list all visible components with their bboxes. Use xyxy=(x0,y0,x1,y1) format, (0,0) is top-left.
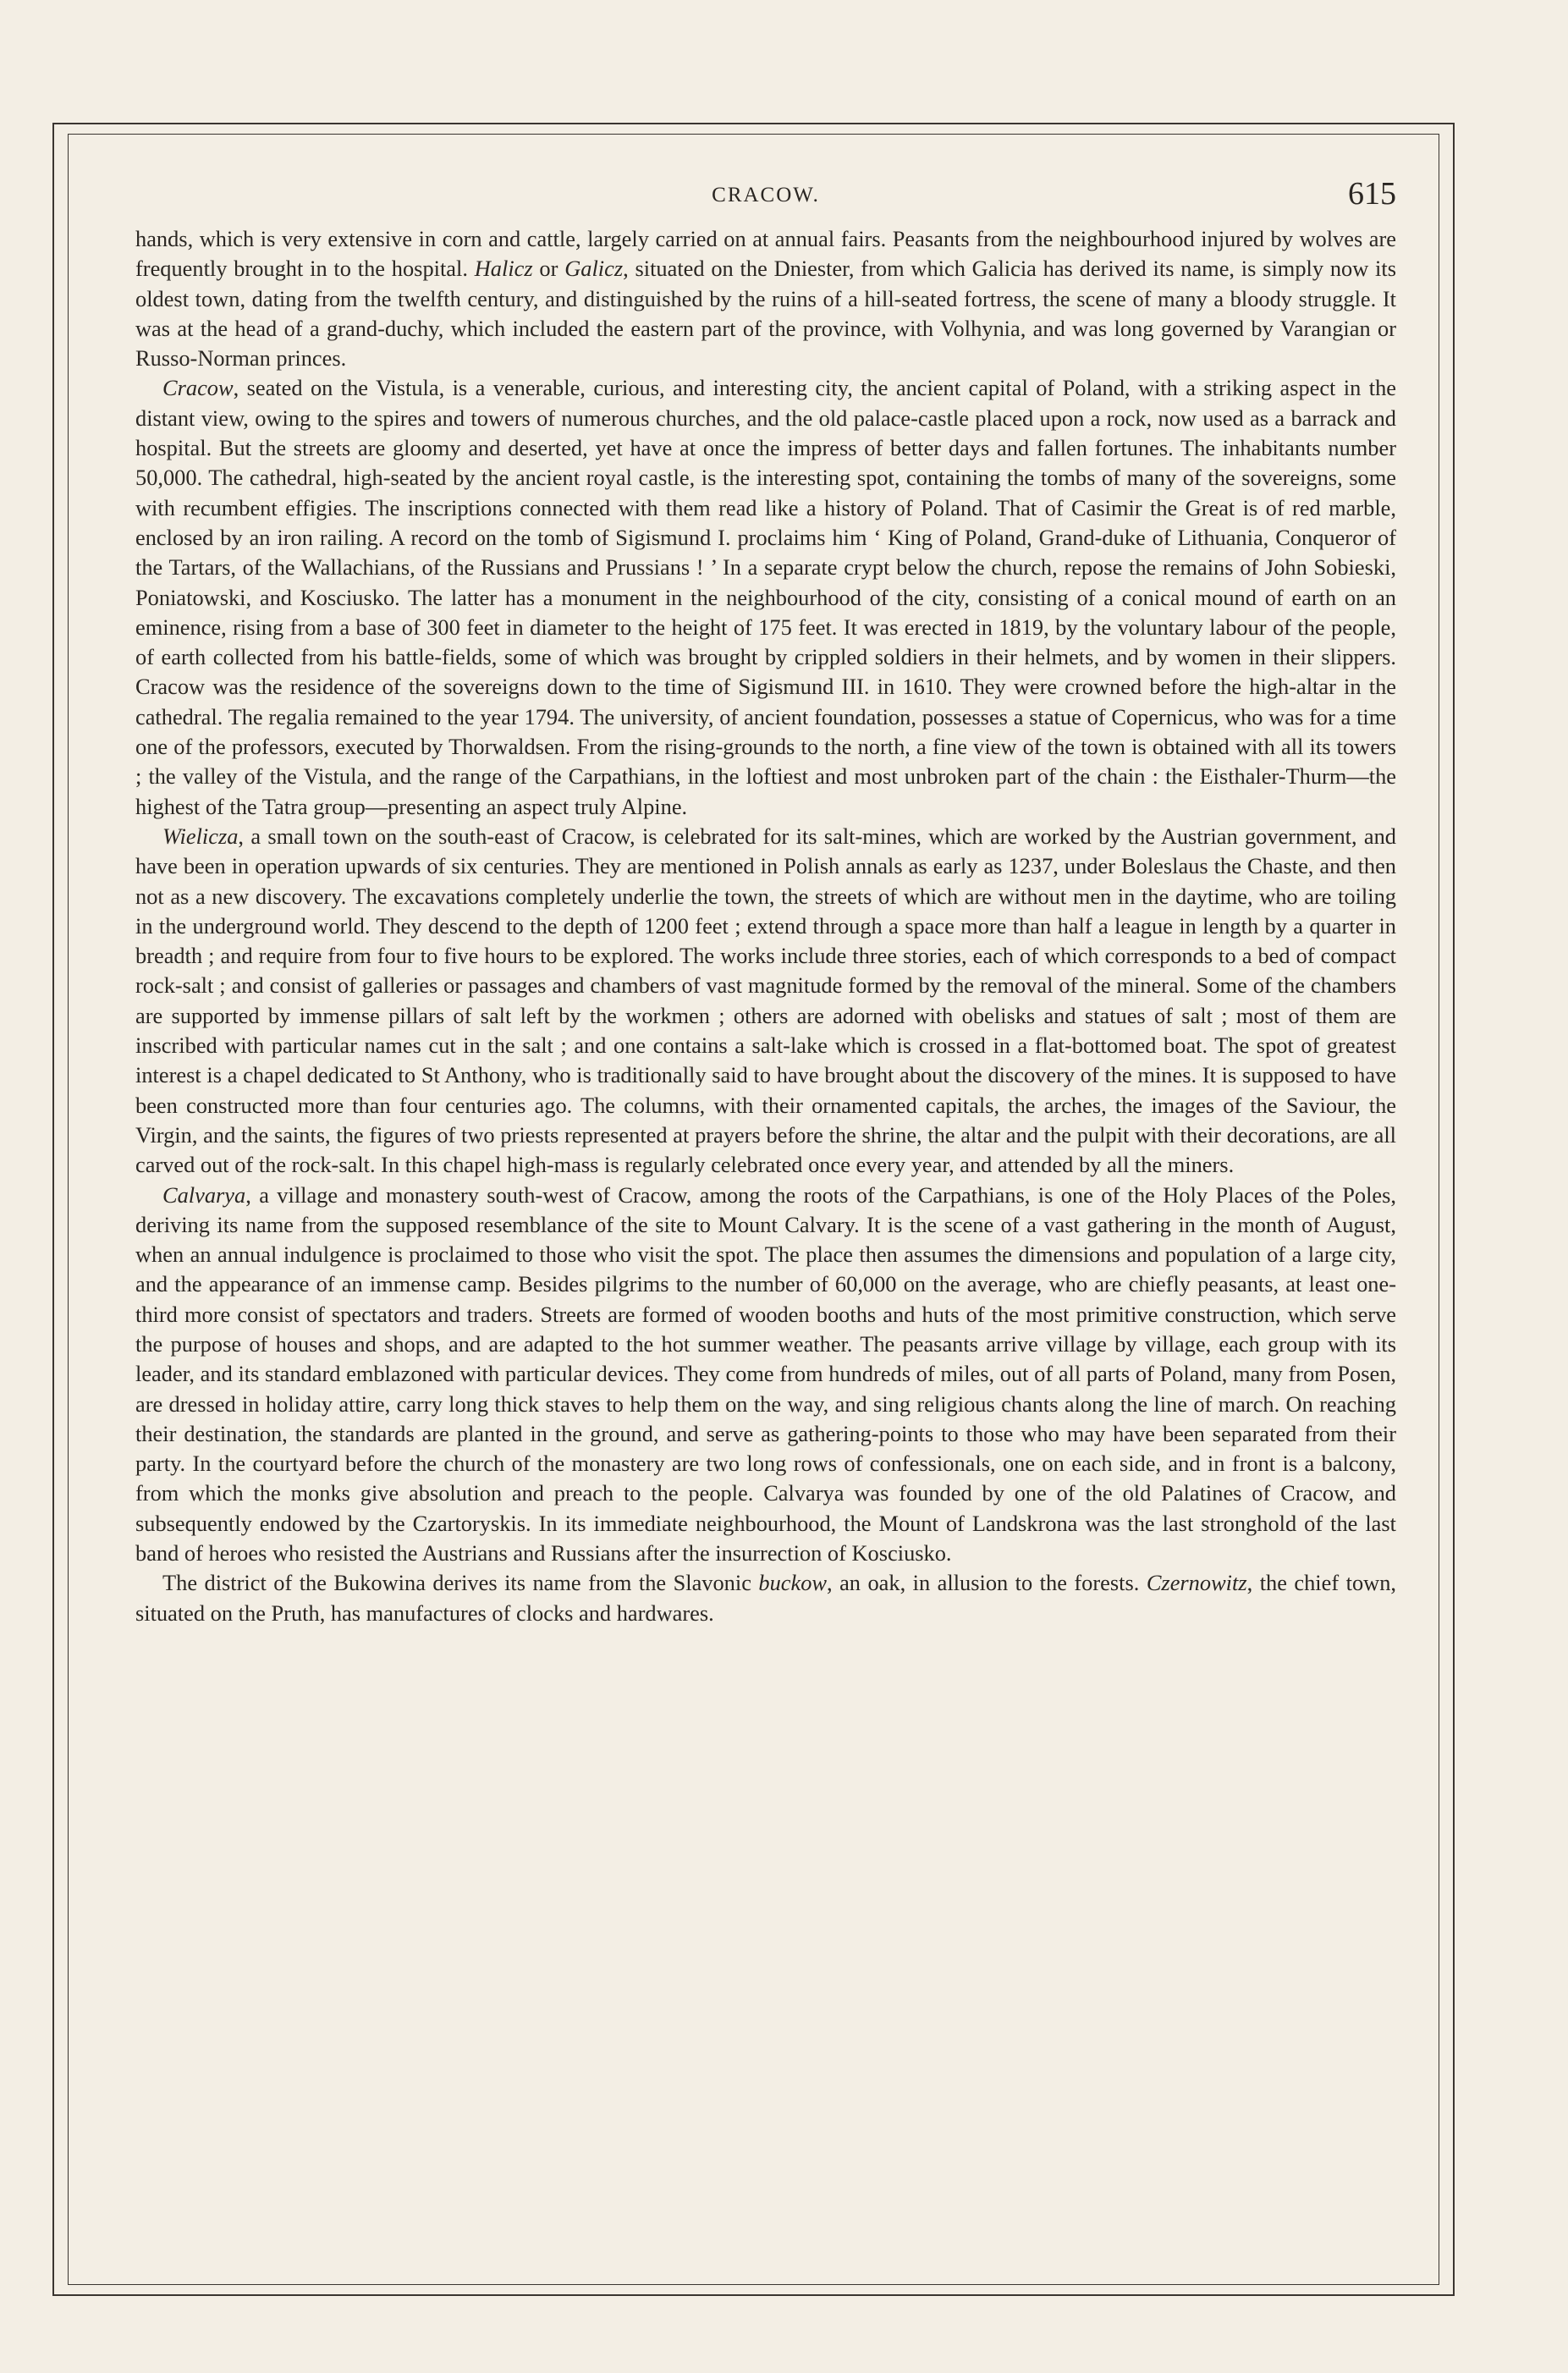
text-run: The district of the Bukowina derives its name from the Slavonic xyxy=(162,1570,759,1596)
paragraph xyxy=(135,224,1396,373)
italic-term: Halicz xyxy=(474,256,533,282)
text-run: , an oak, in allusion to the forests. xyxy=(827,1570,1147,1596)
text-run: , situated on the Dniester, from which Galicia has derived its name, is simply now its oldest town, dating from the twelfth century, and distinguished by the ruins of a hill-seated fortress, the scene of many a bloody struggle. It was at the head of a grand-duchy, which included the eastern part of the province, with Volhynia, and was long governed by Varangian or Russo-Norman princes. xyxy=(135,256,1396,372)
text-run: , the chief town, situated on the Pruth, has manufactures of clocks and hardwares. xyxy=(135,1570,1396,1626)
paragraph xyxy=(135,373,1396,821)
italic-term: Galicz xyxy=(564,256,624,282)
text-run: or xyxy=(532,256,565,282)
italic-term: Wielicza xyxy=(162,823,239,849)
book-page xyxy=(135,173,1396,1628)
paragraph xyxy=(135,822,1396,1181)
italic-term: Czernowitz xyxy=(1146,1570,1247,1596)
italic-term: Calvarya xyxy=(162,1181,246,1208)
body-text xyxy=(135,224,1396,1628)
italic-term: buckow xyxy=(758,1570,828,1596)
paragraph xyxy=(135,1181,1396,1569)
text-run: , a village and monastery south-west of Cracow, among the roots of the Carpathians, is one of the Holy Places of the Poles, deriving its name from the supposed resemblance of the site to Mount Calvary. It is the scene of a vast gathering in the month of August, when an annual indulgence is proclaimed to those who visit the spot. The place then assumes the dimensions and population of a large city, and the appearance of an immense camp. Besides pilgrims to the number of 60,000 on the average, who are chiefly peasants, at least one-third more consist of spectators and traders. Streets are formed of wooden booths and huts of the most primitive construction, which serve the purpose of houses and shops, and are adapted to the hot summer weather. The peasants arrive village by village, each group with its leader, and its standard emblazoned with particular devices. They come from hundreds of miles, out of all parts of Poland, many from Posen, are dressed in holiday attire, carry long thick staves to help them on the way, and sing religious chants along the line of march. On reaching their destination, the standards are planted in the ground, and serve as gathering-points to those who may have been separated from their party. In the courtyard before the church of the monastery are two long rows of confessionals, one on each side, and in front is a balcony, from which the monks give absolution and preach to the people. Calvarya was founded by one of the old Palatines of Cracow, and subsequently endowed by the Czartoryskis. In its immediate neighbourhood, the Mount of Landskrona was the last stronghold of the last band of heroes who resisted the Austrians and Russians after the insurrection of Kosciusko. xyxy=(135,1181,1396,1566)
page-number: 615 xyxy=(1348,176,1396,212)
running-head xyxy=(135,173,1396,224)
text-run: , a small town on the south-east of Cracow, is celebrated for its salt-mines, which are worked by the Austrian government, and have been in operation upwards of six centuries. They are mentioned in Polish annals as early as 1237, under Boleslaus the Chaste, and then not as a new discovery. The excavations completely underlie the town, the streets of which are without men in the daytime, who are toiling in the underground world. They descend to the depth of 1200 feet ; extend through a space more than half a league in length by a quarter in breadth ; and require from four to five hours to be explored. The works include three stories, each of which corresponds to a bed of compact rock-salt ; and consist of galleries or passages and chambers of vast magnitude formed by the removal of the mineral. Some of the chambers are supported by immense pillars of salt left by the workmen ; others are adorned with obelisks and statues of salt ; most of them are inscribed with particular names cut in the salt ; and one contains a salt-lake which is crossed in a flat-bottomed boat. The spot of greatest interest is a chapel dedicated to St Anthony, who is traditionally said to have brought about the discovery of the mines. It is supposed to have been constructed more than four centuries ago. The columns, with their ornamented capitals, the arches, the images of the Saviour, the Virgin, and the saints, the figures of two priests represented at prayers before the shrine, the altar and the pulpit with their decorations, are all carved out of the rock-salt. In this chapel high-mass is regularly celebrated once every year, and attended by all the miners. xyxy=(135,823,1396,1178)
paragraph xyxy=(135,1568,1396,1628)
text-run: , seated on the Vistula, is a venerable, curious, and interesting city, the ancient capital of Poland, with a striking aspect in the distant view, owing to the spires and towers of numerous churches, and the old palace-castle placed upon a rock, now used as a barrack and hospital. But the streets are gloomy and deserted, yet have at once the impress of better days and fallen fortunes. The inhabitants number 50,000. The cathedral, high-seated by the ancient royal castle, is the interesting spot, containing the tombs of many of the sovereigns, some with recumbent effigies. The inscriptions connected with them read like a history of Poland. That of Casimir the Great is of red marble, enclosed by an iron railing. A record on the tomb of Sigismund I. proclaims him ‘ King of Poland, Grand-duke of Lithuania, Conqueror of the Tartars, of the Wallachians, of the Russians and Prussians ! ’ In a separate crypt below the church, repose the remains of John Sobieski, Poniatowski, and Kosciusko. The latter has a monument in the neighbourhood of the city, consisting of a conical mound of earth on an eminence, rising from a base of 300 feet in diameter to the height of 175 feet. It was erected in 1819, by the voluntary labour of the people, of earth collected from his battle-fields, some of which was brought by crippled soldiers in their helmets, and by women in their slippers. Cracow was the residence of the sovereigns down to the time of Sigismund III. in 1610. They were crowned before the high-altar in the cathedral. The regalia remained to the year 1794. The university, of ancient foundation, possesses a statue of Copernicus, who was for a time one of the professors, executed by Thorwaldsen. From the rising-grounds to the north, a fine view of the town is obtained with all its towers ; the valley of the Vistula, and the range of the Carpathians, in the loftiest and most unbroken part of the chain : the Eisthaler-Thurm—the highest of the Tatra group—presenting an aspect truly Alpine. xyxy=(135,375,1396,819)
text-run: hands, which is very extensive in corn and cattle, largely carried on at annual fairs. Peasants from the neighbourhood injured by wolves are frequently brought in to the hospital. xyxy=(135,226,1396,282)
running-title: CRACOW. xyxy=(712,184,820,206)
italic-term: Cracow xyxy=(162,375,234,401)
